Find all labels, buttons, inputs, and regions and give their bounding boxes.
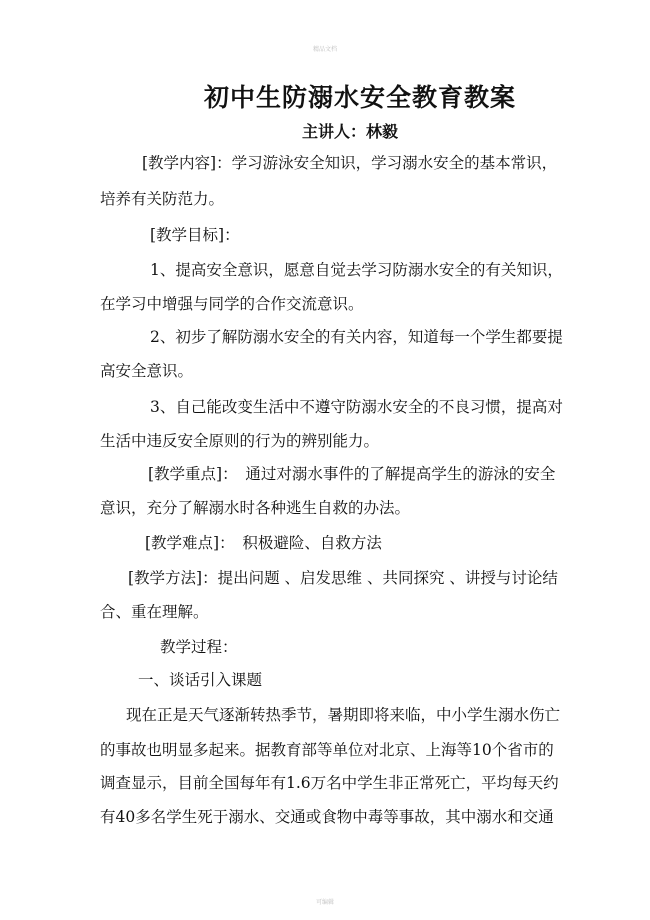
speaker-line: 主讲人：林毅 [301, 122, 398, 141]
teaching-content-line-2: 培养有关防范力。 [100, 190, 225, 208]
section-one-heading: 一、谈话引入课题 [138, 671, 263, 689]
header-watermark: 精品文档 [312, 46, 337, 53]
goal-1-line-1: 1、提高安全意识，愿意自觉去学习防溺水安全的有关知识， [150, 261, 563, 279]
document-title: 初中生防溺水安全教育教案 [203, 83, 516, 112]
goal-2-line-2: 高安全意识。 [100, 362, 194, 380]
body-line-3: 调查显示，目前全国每年有1.6万名中学生非正常死亡，平均每天约 [100, 774, 559, 792]
difficulties-line: [教学难点]： 积极避险、自救方法 [145, 534, 382, 552]
body-line-4: 有40多名学生死于溺水、交通或食物中毒等事故，其中溺水和交通 [100, 808, 554, 826]
teaching-content-line-1: [教学内容]：学习游泳安全知识，学习溺水安全的基本常识， [142, 154, 558, 172]
process-heading: 教学过程： [160, 638, 238, 656]
body-line-2: 的事故也明显多起来。据教育部等单位对北京、上海等10个省市的 [100, 741, 554, 759]
methods-line-2: 合、重在理解。 [100, 603, 209, 621]
key-points-line-2: 意识，充分了解溺水时各种逃生自救的办法。 [100, 499, 411, 517]
goal-3-line-1: 3、自己能改变生活中不遵守防溺水安全的不良习惯，提高对 [150, 398, 563, 416]
body-line-1: 现在正是天气逐渐转热季节，暑期即将来临，中小学生溺水伤亡 [126, 706, 561, 724]
footer-watermark: 可编辑 [315, 899, 334, 906]
goal-1-line-2: 在学习中增强与同学的合作交流意识。 [100, 295, 364, 313]
methods-line-1: [教学方法]：提出问题 、启发思维 、共同探究 、讲授与讨论结 [128, 569, 558, 587]
goal-2-line-1: 2、初步了解防溺水安全的有关内容，知道每一个学生都要提 [150, 328, 563, 346]
teaching-goals-heading: [教学目标]： [150, 226, 240, 244]
goal-3-line-2: 生活中违反安全原则的行为的辨别能力。 [100, 432, 380, 450]
key-points-line-1: [教学重点]： 通过对溺水事件的了解提高学生的游泳的安全 [148, 465, 556, 483]
